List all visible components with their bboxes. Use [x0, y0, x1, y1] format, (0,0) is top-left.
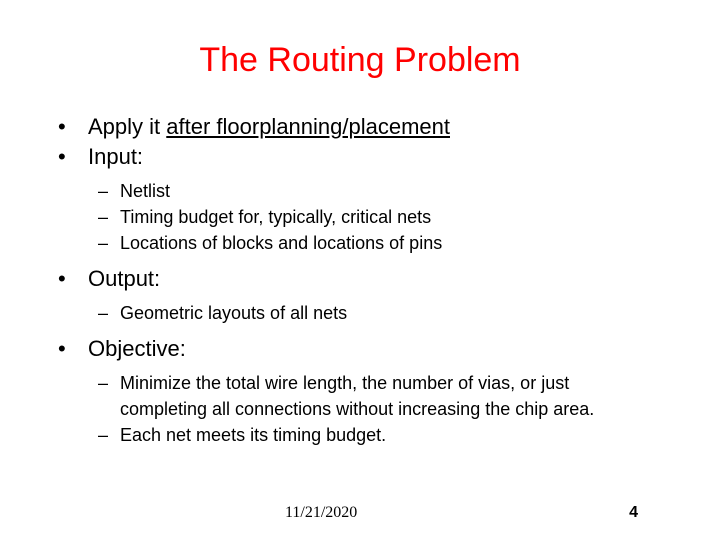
bullet-glyph: • [58, 336, 66, 361]
sub-item-text: Geometric layouts of all nets [120, 303, 348, 323]
output-sub-list [58, 300, 698, 326]
sub-item-netlist [98, 178, 698, 204]
bullet-glyph: • [58, 144, 66, 169]
bullet-apply [58, 112, 698, 142]
bullet-input-label: Input: [88, 144, 144, 169]
bullet-input [58, 142, 698, 172]
bullet-glyph: • [58, 266, 66, 291]
bullet-output-label: Output: [88, 266, 161, 291]
sub-item-text: Minimize the total wire length, the number of vias, or just completing all connections without increasing the chip area. [120, 373, 595, 419]
bullet-objective-label: Objective: [88, 336, 186, 361]
page-number: 4 [629, 504, 638, 521]
sub-item-text: Timing budget for, typically, critical nets [120, 207, 432, 227]
bullet-output [58, 264, 698, 294]
sub-item-minimize-wire-length [98, 370, 698, 422]
bullet-apply-underlined: after floorplanning/placement [166, 114, 450, 139]
bullet-objective [58, 334, 698, 364]
sub-item-text: Netlist [120, 181, 171, 201]
footer-date: 11/21/2020 [285, 504, 358, 521]
sub-item-text: Locations of blocks and locations of pins [120, 233, 443, 253]
dash-glyph: – [98, 303, 109, 323]
sub-item-timing-budget [98, 204, 698, 230]
slide-content [58, 112, 698, 456]
sub-item-geometric-layouts [98, 300, 698, 326]
sub-item-timing-budget-met [98, 422, 698, 448]
dash-glyph: – [98, 373, 109, 393]
dash-glyph: – [98, 207, 109, 227]
sub-item-text: Each net meets its timing budget. [120, 425, 387, 445]
dash-glyph: – [98, 181, 109, 201]
sub-item-locations [98, 230, 698, 256]
dash-glyph: – [98, 425, 109, 445]
objective-sub-list [58, 370, 698, 448]
bullet-apply-prefix: Apply it [88, 114, 167, 139]
dash-glyph: – [98, 233, 109, 253]
input-sub-list [58, 178, 698, 256]
slide-title: The Routing Problem [199, 41, 521, 79]
bullet-glyph: • [58, 114, 66, 139]
